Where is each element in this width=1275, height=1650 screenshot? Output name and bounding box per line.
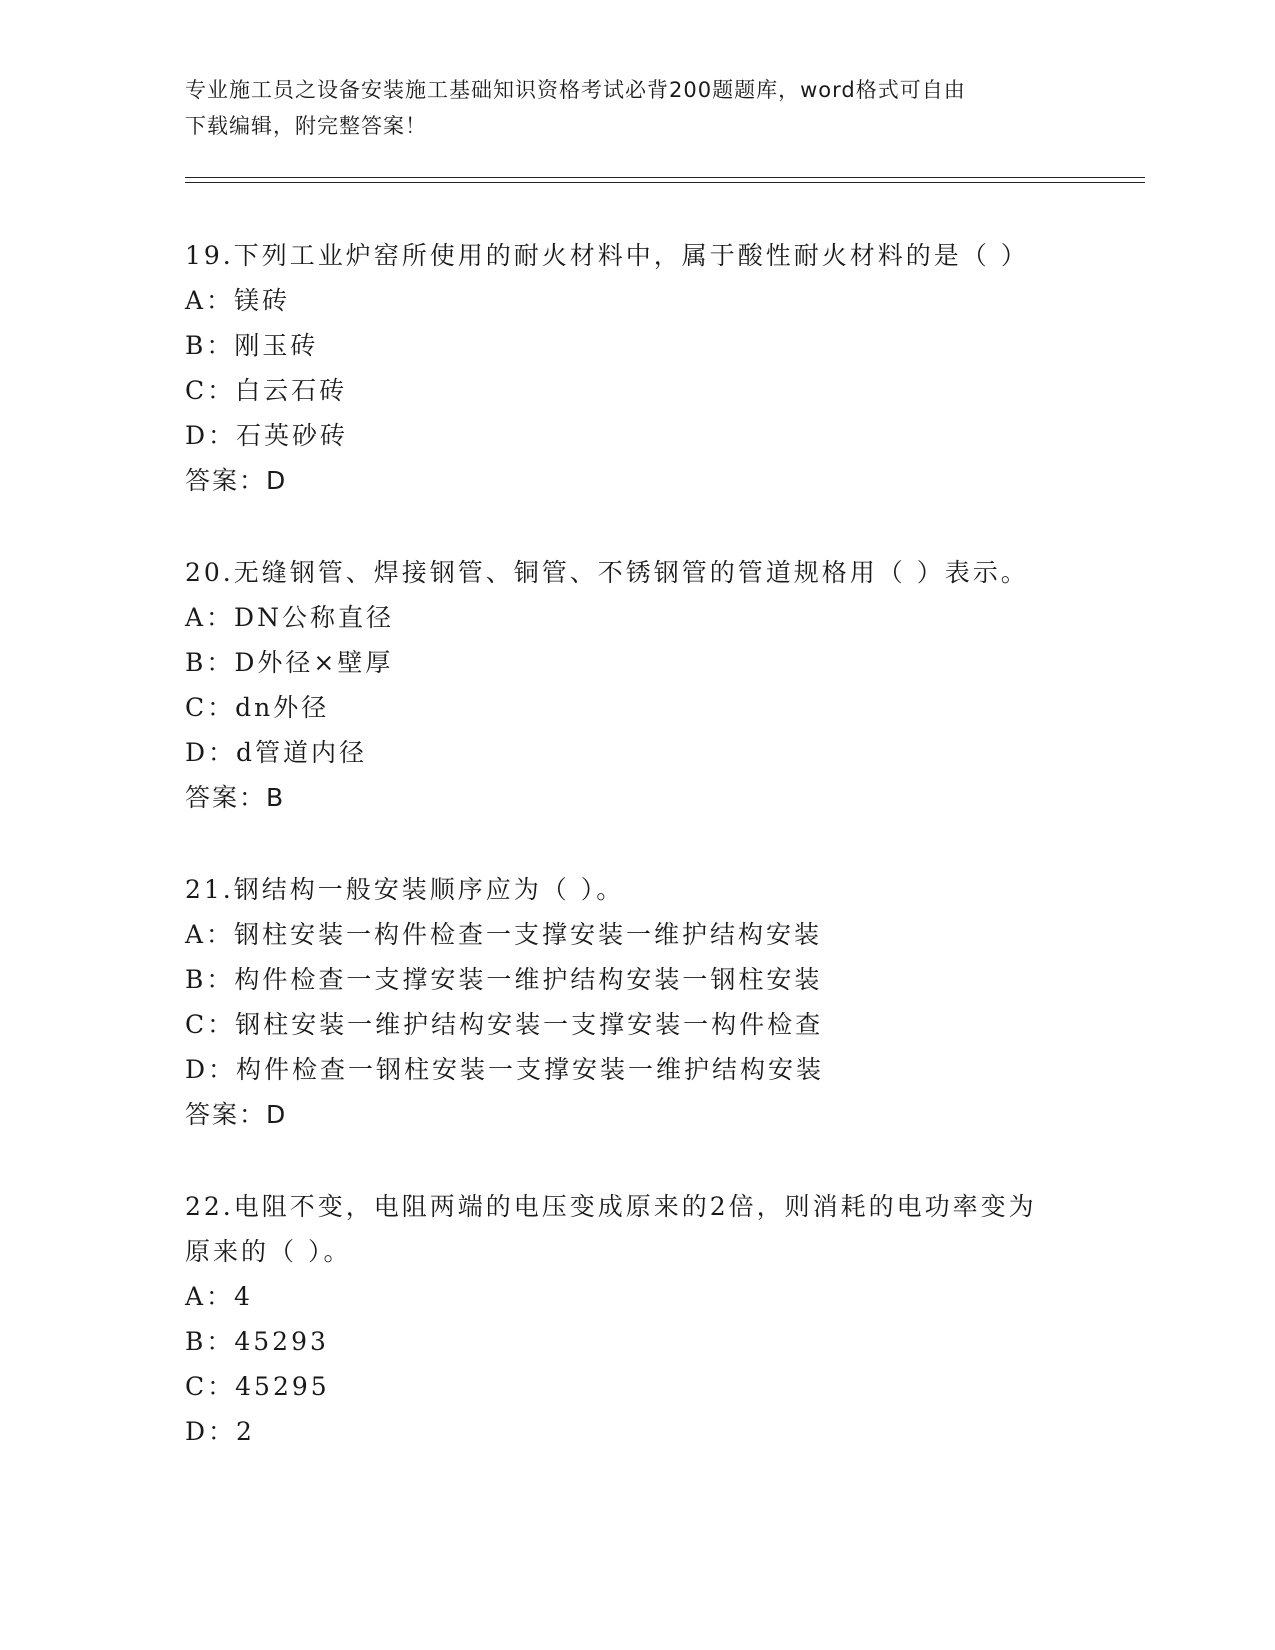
question-stem-line-1: 22.电阻不变，电阻两端的电压变成原来的2倍，则消耗的电功率变为 (185, 1192, 1037, 1221)
option-b: B：构件检查一支撑安装一维护结构安装一钢柱安装 (185, 965, 823, 994)
option-b: B：D外径×壁厚 (185, 648, 394, 677)
question-19 (185, 233, 1085, 503)
question-stem: 21.钢结构一般安装顺序应为（ ）。 (185, 875, 625, 904)
question-stem: 19.下列工业炉窑所使用的耐火材料中，属于酸性耐火材料的是（ ） (185, 241, 1029, 270)
header-line-1: 专业施工员之设备安装施工基础知识资格考试必背200题题库，word格式可自由 (185, 78, 966, 102)
option-d: D：d管道内径 (185, 738, 368, 767)
option-d: D：石英砂砖 (185, 421, 349, 450)
question-stem-line-2: 原来的（ ）。 (185, 1237, 352, 1266)
answer-key: 答案：D (185, 466, 288, 495)
answer-key: 答案：B (185, 783, 286, 812)
document-header (185, 72, 1065, 144)
option-d: D：构件检查一钢柱安装一支撑安装一维护结构安装 (185, 1055, 825, 1084)
question-22 (185, 1184, 1085, 1454)
option-c: C：白云石砖 (185, 376, 348, 405)
header-divider-top (185, 177, 1145, 178)
question-21 (185, 867, 1085, 1137)
option-b: B：刚玉砖 (185, 331, 319, 360)
option-c: C：45295 (185, 1372, 330, 1401)
option-c: C：钢柱安装一维护结构安装一支撑安装一构件检查 (185, 1010, 824, 1039)
question-stem: 20.无缝钢管、焊接钢管、铜管、不锈钢管的管道规格用（ ）表示。 (185, 558, 1029, 587)
header-divider-bottom (185, 182, 1145, 183)
answer-key: 答案：D (185, 1100, 288, 1129)
option-c: C：dn外径 (185, 693, 330, 722)
option-a: A：DN公称直径 (185, 603, 394, 632)
option-a: A：钢柱安装一构件检查一支撑安装一维护结构安装 (185, 920, 823, 949)
option-a: A：镁砖 (185, 286, 291, 315)
header-line-2: 下载编辑，附完整答案！ (185, 114, 427, 138)
option-b: B：45293 (185, 1327, 329, 1356)
question-20 (185, 550, 1085, 820)
option-a: A：4 (185, 1282, 253, 1311)
option-d: D：2 (185, 1417, 255, 1446)
